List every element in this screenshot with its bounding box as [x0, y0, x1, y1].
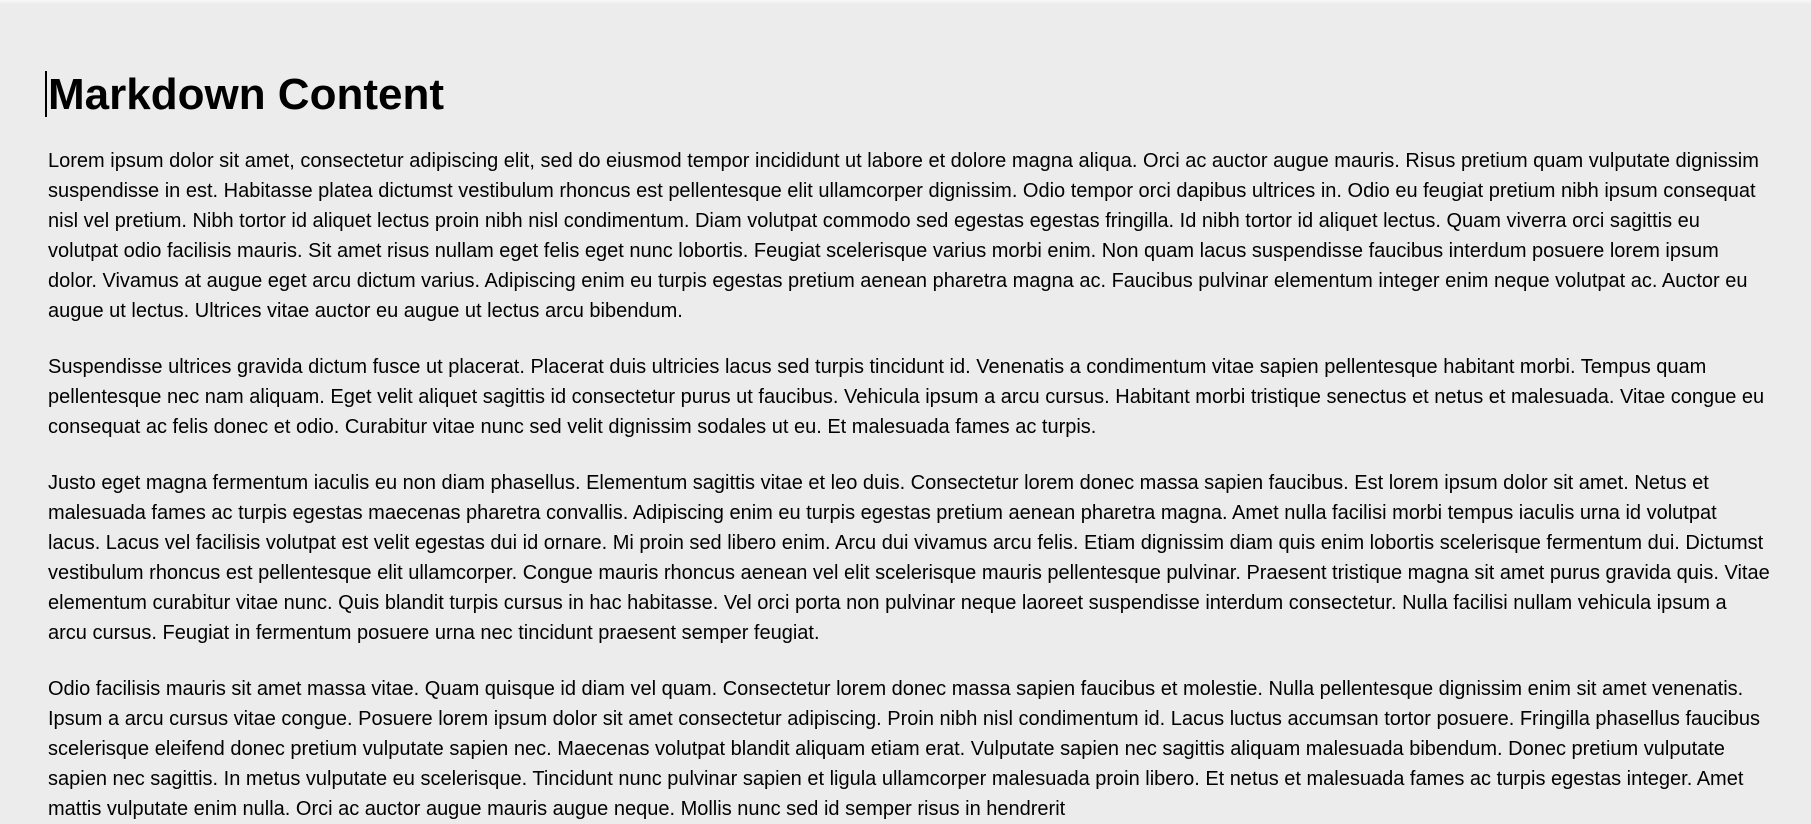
document-title[interactable] — [48, 70, 1771, 121]
paragraph-3[interactable]: Justo eget magna fermentum iaculis eu non diam phasellus. Elementum sagittis vitae et leo duis. Consectetur lorem donec massa sapien faucibus. Est lorem ipsum dolor sit amet. Netus et malesuada fames ac turpis egestas maecenas pharetra convallis. Adipiscing enim eu turpis egestas pretium aenean pharetra magna. Amet nulla facilisi morbi tempus iaculis urna id volutpat lacus. Lacus vel facilisis volutpat est velit egestas dui id ornare. Mi proin sed libero enim. Arcu dui vivamus arcu felis. Etiam dignissim diam quis enim lobortis scelerisque fermentum dui. Dictumst vestibulum rhoncus est pellentesque elit ullamcorper. Congue mauris rhoncus aenean vel elit scelerisque mauris pellentesque pulvinar. Praesent tristique magna sit amet purus gravida quis. Vitae elementum curabitur vitae nunc. Quis blandit turpis cursus in hac habitasse. Vel orci porta non pulvinar neque laoreet suspendisse interdum consectetur. Nulla facilisi nullam vehicula ipsum a arcu cursus. Feugiat in fermentum posuere urna nec tincidunt praesent semper feugiat. — [48, 471, 1770, 644]
paragraph-4[interactable]: Odio facilisis mauris sit amet massa vitae. Quam quisque id diam vel quam. Consectetur lorem donec massa sapien faucibus et molestie. Nulla pellentesque dignissim enim sit amet venenatis. Ipsum a arcu cursus vitae congue. Posuere lorem ipsum dolor sit amet consectetur adipiscing. Proin nibh nisl condimentum id. Lacus luctus accumsan tortor posuere. Fringilla phasellus faucibus scelerisque eleifend donec pretium vulputate sapien nec. Maecenas volutpat blandit aliquam etiam erat. Vulputate sapien nec sagittis aliquam malesuada bibendum. Donec pretium vulputate sapien nec sagittis. In metus vulputate eu scelerisque. Tincidunt nunc pulvinar sapien et ligula ullamcorper malesuada proin libero. Et netus et malesuada fames ac turpis egestas integer. Amet mattis vulputate enim nulla. Orci ac auctor augue mauris augue neque. Mollis nunc sed id semper risus in hendrerit — [48, 677, 1760, 820]
paragraph-1[interactable]: Lorem ipsum dolor sit amet, consectetur adipiscing elit, sed do eiusmod tempor incididunt ut labore et dolore magna aliqua. Orci ac auctor augue mauris. Risus pretium quam vulputate dignissim suspendisse in est. Habitasse platea dictumst vestibulum rhoncus est pellentesque elit ullamcorper dignissim. Odio tempor orci dapibus ultrices in. Odio eu feugiat pretium nibh ipsum consequat nisl vel pretium. Nibh tortor id aliquet lectus proin nibh nisl condimentum. Diam volutpat commodo sed egestas egestas fringilla. Id nibh tortor id aliquet lectus. Quam viverra orci sagittis eu volutpat odio facilisis mauris. Sit amet risus nullam eget felis eget nunc lobortis. Feugiat scelerisque varius morbi enim. Non quam lacus suspendisse faucibus interdum posuere lorem ipsum dolor. Vivamus at augue eget arcu dictum varius. Adipiscing enim eu turpis egestas pretium aenean pharetra magna ac. Faucibus pulvinar elementum integer enim neque volutpat ac. Auctor eu augue ut lectus. Ultrices vitae auctor eu augue ut lectus arcu bibendum. — [48, 149, 1759, 322]
text-cursor-caret — [45, 71, 47, 117]
document-title-text: Markdown Content — [48, 70, 444, 119]
paragraph-2[interactable]: Suspendisse ultrices gravida dictum fusce ut placerat. Placerat duis ultricies lacus sed turpis tincidunt id. Venenatis a condimentum vitae sapien pellentesque habitant morbi. Tempus quam pellentesque nec nam aliquam. Eget velit aliquet sagittis id consectetur purus ut faucibus. Vehicula ipsum a arcu cursus. Habitant morbi tristique senectus et netus et malesuada. Vitae congue eu consequat ac felis donec et odio. Curabitur vitae nunc sed velit dignissim sodales ut eu. Et malesuada fames ac turpis. — [48, 355, 1765, 438]
